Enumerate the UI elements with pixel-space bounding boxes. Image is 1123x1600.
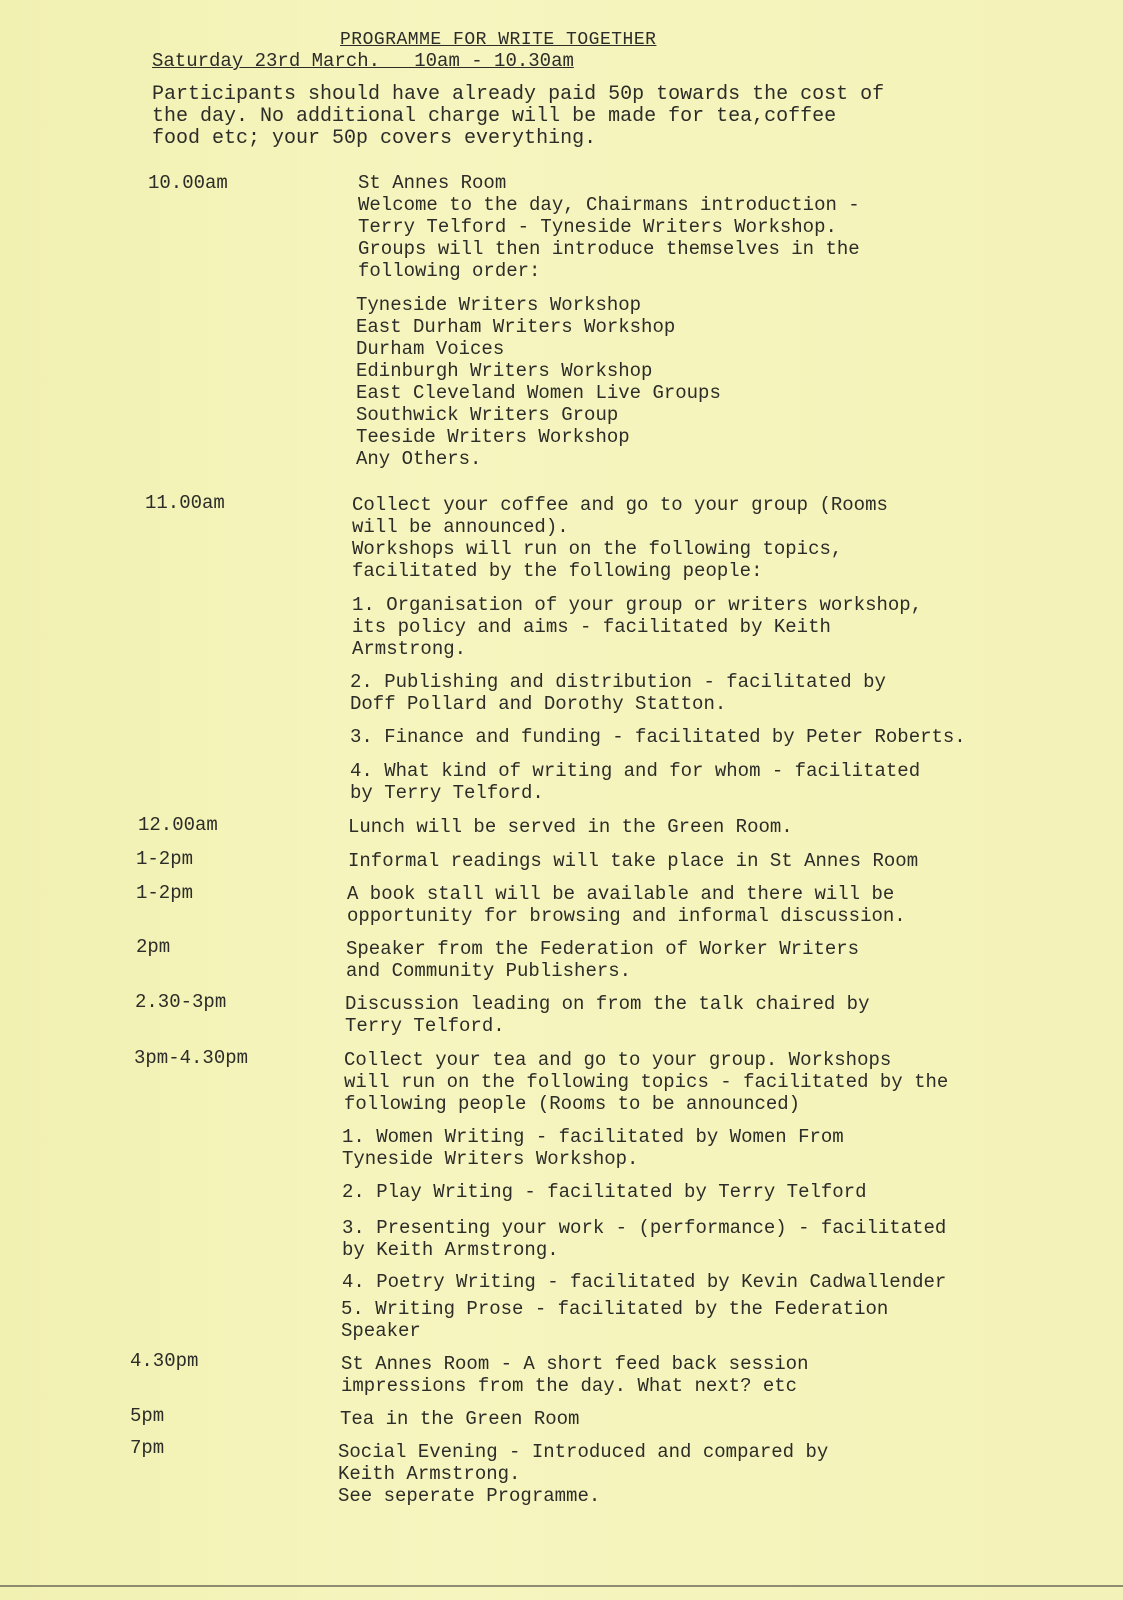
- time-11am: 11.00am: [145, 492, 225, 514]
- session-tea: Tea in the Green Room: [340, 1408, 580, 1430]
- session-11am-topic-2: 2. Publishing and distribution - facilitated by Doff Pollard and Dorothy Statton.: [350, 671, 886, 715]
- time-3pm-4-30pm: 3pm-4.30pm: [134, 1047, 249, 1069]
- session-10am-welcome: St Annes Room Welcome to the day, Chairmans introduction - Terry Telford - Tyneside Writers Workshop. Groups will then introduce themselves in the following order:: [358, 172, 860, 282]
- session-3pm-topic-3: 3. Presenting your work - (performance) - facilitated by Keith Armstrong.: [342, 1217, 947, 1261]
- session-readings: Informal readings will take place in St Annes Room: [348, 850, 919, 872]
- time-1-2pm-bookstall: 1-2pm: [136, 882, 194, 904]
- session-3pm-topic-5: 5. Writing Prose - facilitated by the Federation Speaker: [341, 1298, 889, 1342]
- session-3pm-topic-1: 1. Women Writing - facilitated by Women From Tyneside Writers Workshop.: [342, 1126, 844, 1170]
- session-3pm-intro: Collect your tea and go to your group. Workshops will run on the following topics - facilitated by the following people (Rooms to be announced): [344, 1049, 949, 1115]
- time-5pm: 5pm: [130, 1405, 165, 1427]
- time-12pm: 12.00am: [138, 814, 218, 836]
- time-2pm: 2pm: [136, 936, 171, 958]
- time-1-2pm-readings: 1-2pm: [136, 848, 194, 870]
- session-discussion: Discussion leading on from the talk chaired by Terry Telford.: [345, 993, 870, 1037]
- intro-paragraph: Participants should have already paid 50p towards the cost of the day. No additional charge will be made for tea,coffee food etc; your 50p covers everything.: [152, 83, 885, 150]
- session-social-evening: Social Evening - Introduced and compared by Keith Armstrong. See seperate Programme.: [338, 1441, 829, 1507]
- programme-title: PROGRAMME FOR WRITE TOGETHER: [340, 30, 657, 50]
- session-speaker: Speaker from the Federation of Worker Writers and Community Publishers.: [346, 938, 860, 982]
- time-10am: 10.00am: [148, 172, 228, 194]
- session-3pm-topic-4: 4. Poetry Writing - facilitated by Kevin Cadwallender: [342, 1271, 947, 1293]
- session-lunch: Lunch will be served in the Green Room.: [348, 816, 793, 838]
- time-2-30-3pm: 2.30-3pm: [135, 991, 227, 1013]
- time-7pm: 7pm: [130, 1437, 165, 1459]
- bottom-edge-rule: [0, 1585, 1123, 1587]
- session-bookstall: A book stall will be available and there will be opportunity for browsing and informal discussion.: [347, 883, 906, 927]
- session-feedback: St Annes Room - A short feed back session impressions from the day. What next? etc: [341, 1353, 809, 1397]
- session-11am-topic-3: 3. Finance and funding - facilitated by Peter Roberts.: [350, 726, 966, 748]
- session-3pm-topic-2: 2. Play Writing - facilitated by Terry Telford: [342, 1181, 867, 1203]
- session-11am-intro: Collect your coffee and go to your group (Rooms will be announced). Workshops will run on the following topics, facilitated by the following people:: [352, 494, 888, 582]
- programme-date: Saturday 23rd March. 10am - 10.30am: [152, 50, 574, 72]
- session-11am-topic-1: 1. Organisation of your group or writers workshop, its policy and aims - facilitated by Keith Armstrong.: [352, 594, 923, 660]
- session-10am-groups-list: Tyneside Writers Workshop East Durham Writers Workshop Durham Voices Edinburgh Writers Workshop East Cleveland Women Live Groups Southwick Writers Group Teeside Writers Workshop Any Others.: [356, 294, 721, 470]
- session-11am-topic-4: 4. What kind of writing and for whom - facilitated by Terry Telford.: [350, 760, 921, 804]
- time-4-30pm: 4.30pm: [130, 1350, 199, 1372]
